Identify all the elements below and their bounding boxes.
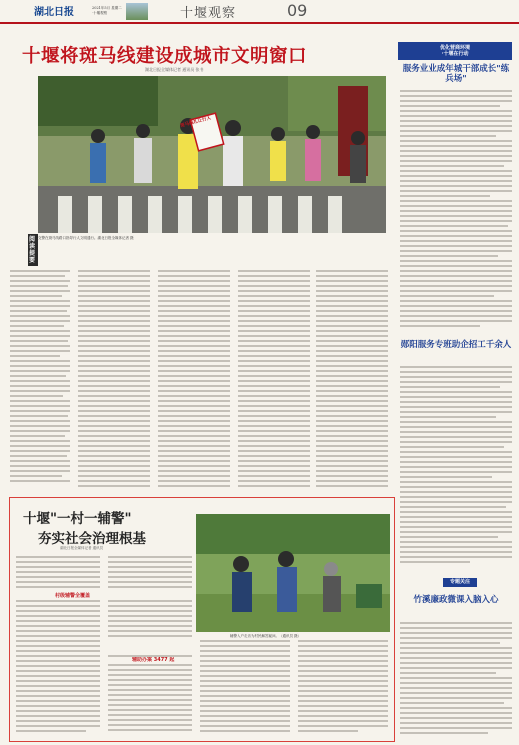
right-body-2-lines xyxy=(400,366,512,571)
bottom-body-text xyxy=(16,556,388,738)
right-body-1 xyxy=(400,90,512,335)
main-byline: 湖北日报全媒体记者 通讯员 张书 xyxy=(145,67,204,72)
bottom-subhead-1: 村级辅警全覆盖 xyxy=(55,593,91,599)
banner-line-1: 优化营商环境 xyxy=(439,44,470,51)
bottom-photo-caption: 辅警入户走访为村民解答疑问。（通讯员 摄） xyxy=(230,634,302,638)
photo-sign-text: 斑马线礼让行人 xyxy=(180,116,212,130)
right-body-3-lines xyxy=(400,622,512,742)
main-headline: 十堰将斑马线建设成城市文明窗口 xyxy=(22,46,308,67)
bottom-byline: 湖北日报全媒体记者 通讯员 xyxy=(60,546,104,550)
main-body-lines xyxy=(78,270,388,492)
right-body-3 xyxy=(400,622,512,742)
right-headline-3: 竹溪廉政微课入脑入心 xyxy=(413,595,499,605)
bottom-headline-line-2: 夯实社会治理根基 xyxy=(38,531,146,547)
right-headline-1: 服务业业成年城干部成长"练兵场" xyxy=(402,64,510,84)
right-column-banner xyxy=(398,42,512,60)
masthead-photo xyxy=(126,3,148,20)
right-headline-2: 郧阳服务专班助企招工千余人 xyxy=(400,340,512,350)
page-number: 09 xyxy=(287,1,308,20)
main-photo-caption: 交警在斑马线路口指导行人文明通行。湖北日报全媒体记者 摄 xyxy=(38,236,134,240)
issue-date: 2021年5月 星期二 ·十堰观察 xyxy=(92,6,122,15)
bottom-headline-line-1: 十堰"一村一辅警" xyxy=(23,511,132,527)
bottom-body-lines xyxy=(16,556,388,738)
section-name: 十堰观察 xyxy=(180,6,237,21)
right-body-1-lines xyxy=(400,90,512,335)
masthead xyxy=(0,0,519,24)
banner-line-2: ·十堰在行动 xyxy=(441,51,469,57)
bottom-subhead-2: 辅助办案 3477 起 xyxy=(132,657,175,663)
main-photo xyxy=(38,76,386,233)
street-scene-illustration xyxy=(38,76,386,233)
main-body-text xyxy=(78,270,388,492)
sidebar-title: 阅读提要 xyxy=(28,234,38,266)
right-section-label: 专题关注 xyxy=(443,578,477,587)
right-body-2 xyxy=(400,366,512,571)
paper-logo: 湖北日报 xyxy=(34,7,74,18)
